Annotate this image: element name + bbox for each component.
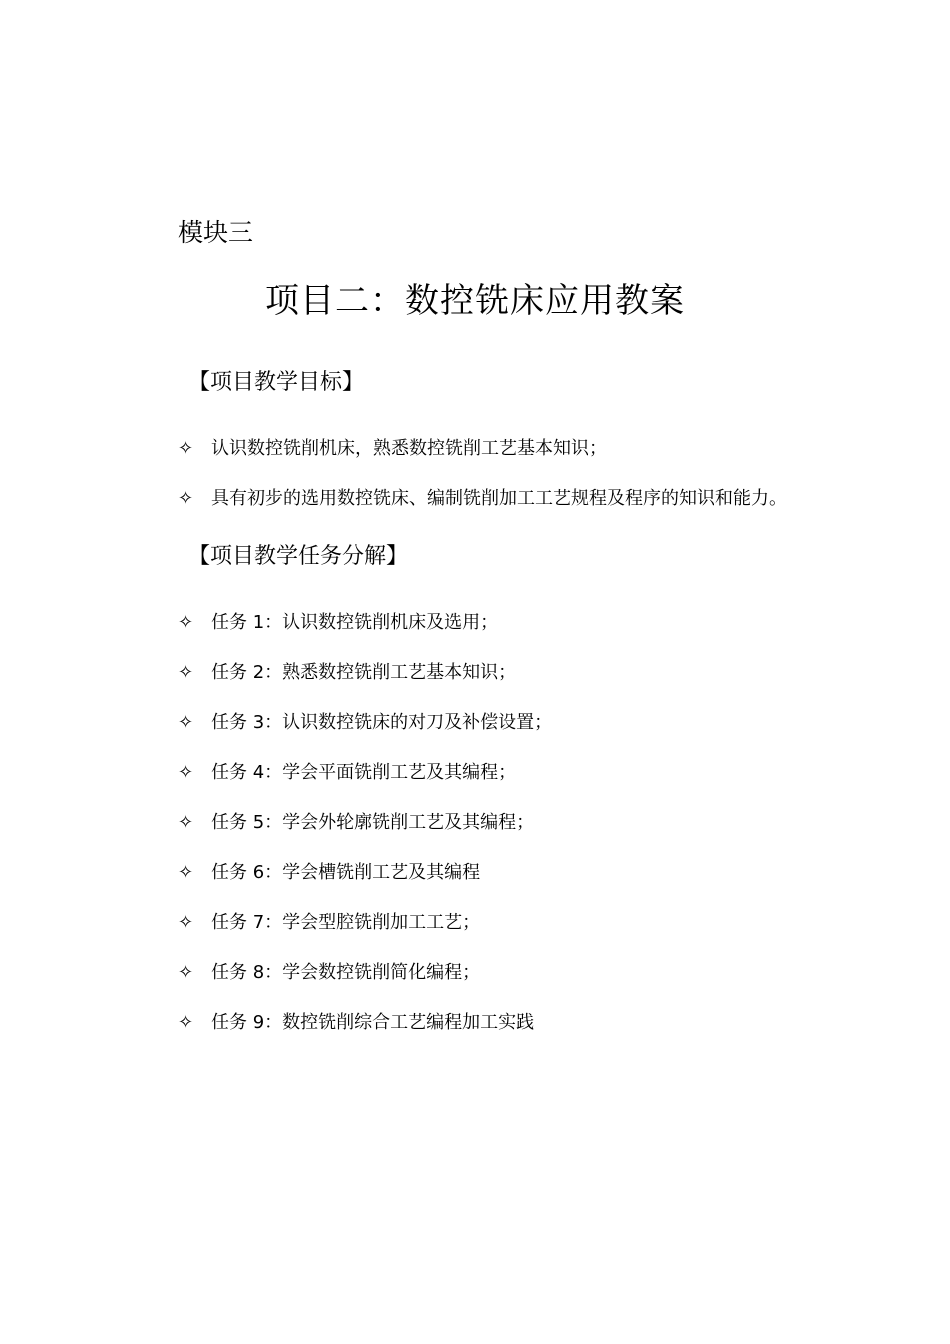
diamond-bullet-icon: ✧ bbox=[178, 762, 194, 783]
diamond-bullet-icon: ✧ bbox=[178, 438, 194, 459]
list-item bbox=[178, 484, 787, 534]
module-label: 模块三 bbox=[178, 218, 254, 247]
list-item bbox=[178, 608, 552, 658]
diamond-bullet-icon: ✧ bbox=[178, 662, 194, 683]
objective-text: 具有初步的选用数控铣床、编制铣削加工工艺规程及程序的知识和能力。 bbox=[211, 488, 787, 509]
diamond-bullet-icon: ✧ bbox=[178, 912, 194, 933]
task-text: 任务 7：学会型腔铣削加工工艺； bbox=[211, 912, 481, 933]
list-item bbox=[178, 658, 552, 708]
diamond-bullet-icon: ✧ bbox=[178, 962, 194, 983]
task-text: 任务 3：认识数控铣床的对刀及补偿设置； bbox=[211, 712, 553, 733]
task-text: 任务 9：数控铣削综合工艺编程加工实践 bbox=[211, 1012, 535, 1033]
list-item bbox=[178, 908, 552, 958]
list-item bbox=[178, 1008, 552, 1058]
objective-text: 认识数控铣削机床，熟悉数控铣削工艺基本知识； bbox=[211, 438, 607, 459]
task-text: 任务 1：认识数控铣削机床及选用； bbox=[211, 612, 499, 633]
task-text: 任务 2：熟悉数控铣削工艺基本知识； bbox=[211, 662, 517, 683]
diamond-bullet-icon: ✧ bbox=[178, 488, 194, 509]
tasks-list bbox=[178, 608, 552, 1058]
list-item bbox=[178, 708, 552, 758]
list-item bbox=[178, 958, 552, 1008]
diamond-bullet-icon: ✧ bbox=[178, 712, 194, 733]
task-text: 任务 6：学会槽铣削工艺及其编程 bbox=[211, 862, 481, 883]
diamond-bullet-icon: ✧ bbox=[178, 862, 194, 883]
task-text: 任务 4：学会平面铣削工艺及其编程； bbox=[211, 762, 517, 783]
task-text: 任务 8：学会数控铣削简化编程； bbox=[211, 962, 481, 983]
objectives-heading: 【项目教学目标】 bbox=[188, 370, 365, 395]
document-title: 项目二：数控铣床应用教案 bbox=[265, 281, 685, 321]
diamond-bullet-icon: ✧ bbox=[178, 1012, 194, 1033]
tasks-heading: 【项目教学任务分解】 bbox=[188, 544, 409, 569]
list-item bbox=[178, 858, 552, 908]
list-item bbox=[178, 434, 787, 484]
list-item bbox=[178, 758, 552, 808]
list-item bbox=[178, 808, 552, 858]
objectives-list bbox=[178, 434, 787, 534]
diamond-bullet-icon: ✧ bbox=[178, 812, 194, 833]
task-text: 任务 5：学会外轮廓铣削工艺及其编程； bbox=[211, 812, 535, 833]
diamond-bullet-icon: ✧ bbox=[178, 612, 194, 633]
